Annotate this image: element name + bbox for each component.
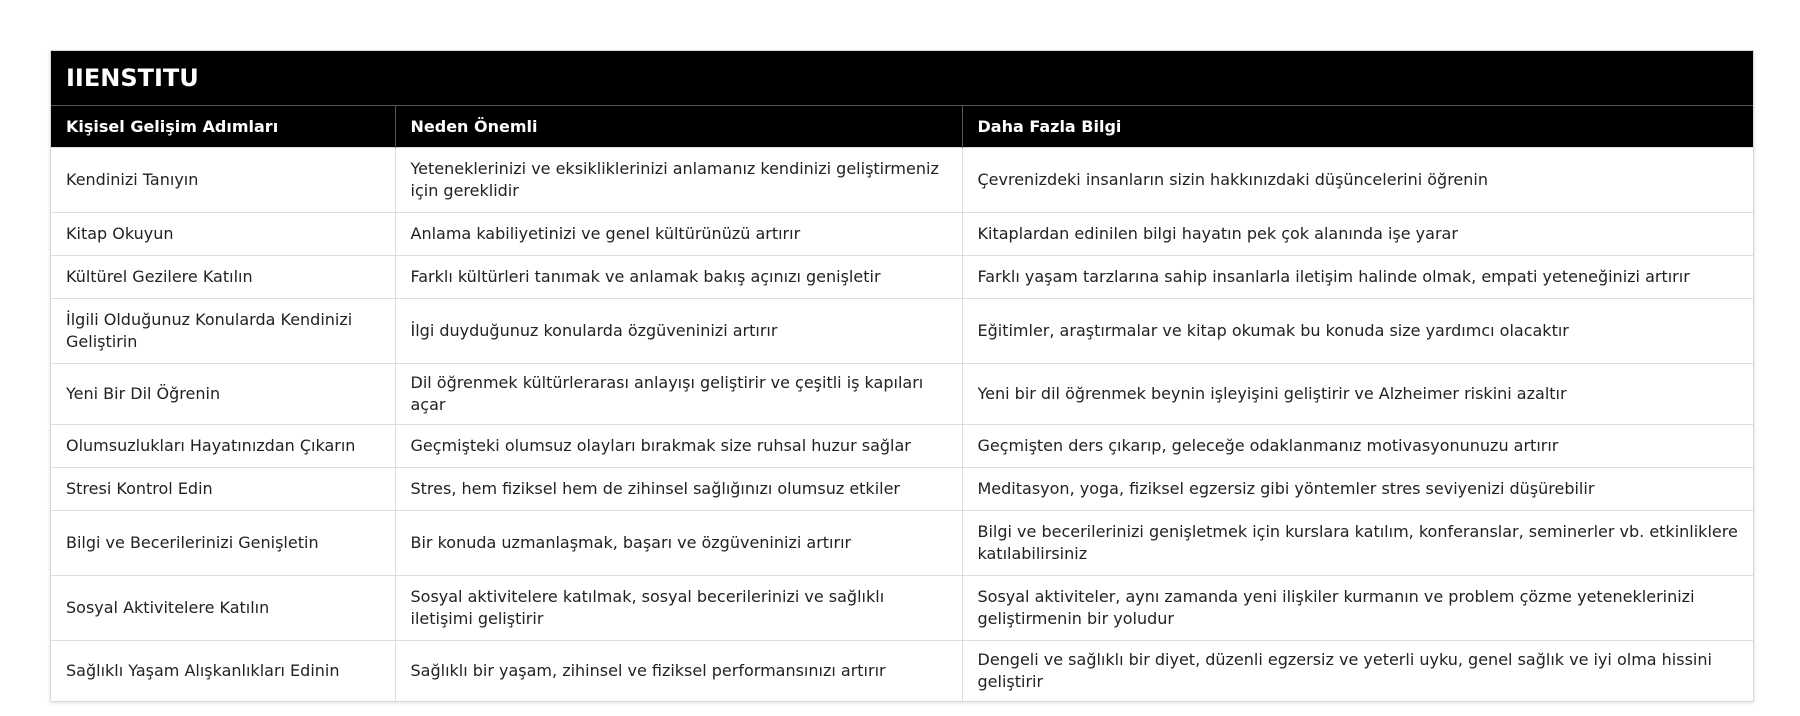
table-row: [51, 148, 1753, 213]
table-cell: Bilgi ve becerilerinizi genişletmek için kurslara katılım, konferanslar, seminerler vb. etkinliklere katılabilirsiniz: [962, 511, 1753, 576]
table-cell: Dil öğrenmek kültürlerarası anlayışı geliştirir ve çeşitli iş kapıları açar: [395, 364, 962, 425]
table-cell: Sağlıklı Yaşam Alışkanlıkları Edinin: [51, 641, 395, 702]
table-cell: Yeni bir dil öğrenmek beynin işleyişini geliştirir ve Alzheimer riskini azaltır: [962, 364, 1753, 425]
table-cell: Yeteneklerinizi ve eksikliklerinizi anlamanız kendinizi geliştirmeniz için gereklidir: [395, 148, 962, 213]
table-cell: Kültürel Gezilere Katılın: [51, 256, 395, 299]
data-table-card: [50, 50, 1754, 702]
table-cell: Sosyal aktivitelere katılmak, sosyal becerilerinizi ve sağlıklı iletişimi geliştirir: [395, 576, 962, 641]
table-row: [51, 256, 1753, 299]
table-cell: Sosyal aktiviteler, aynı zamanda yeni ilişkiler kurmanın ve problem çözme yeteneklerinizi geliştirmenin bir yoludur: [962, 576, 1753, 641]
table-cell: Kendinizi Tanıyın: [51, 148, 395, 213]
table-cell: Farklı kültürleri tanımak ve anlamak bakış açınızı genişletir: [395, 256, 962, 299]
table-cell: Geçmişteki olumsuz olayları bırakmak size ruhsal huzur sağlar: [395, 425, 962, 468]
column-header: Kişisel Gelişim Adımları: [51, 106, 395, 148]
table-cell: Dengeli ve sağlıklı bir diyet, düzenli egzersiz ve yeterli uyku, genel sağlık ve iyi olma hissini geliştirir: [962, 641, 1753, 702]
table-cell: Yeni Bir Dil Öğrenin: [51, 364, 395, 425]
table-cell: İlgili Olduğunuz Konularda Kendinizi Geliştirin: [51, 299, 395, 364]
table-cell: Bilgi ve Becerilerinizi Genişletin: [51, 511, 395, 576]
table-row: [51, 299, 1753, 364]
column-header: Daha Fazla Bilgi: [962, 106, 1753, 148]
table-cell: Anlama kabiliyetinizi ve genel kültürünüzü artırır: [395, 213, 962, 256]
table-row: [51, 641, 1753, 702]
table-row: [51, 576, 1753, 641]
data-table: [51, 105, 1753, 701]
table-row: [51, 511, 1753, 576]
table-cell: Geçmişten ders çıkarıp, geleceğe odaklanmanız motivasyonunuzu artırır: [962, 425, 1753, 468]
table-row: [51, 364, 1753, 425]
table-row: [51, 213, 1753, 256]
table-title: IIENSTITU: [51, 51, 1753, 105]
table-cell: Bir konuda uzmanlaşmak, başarı ve özgüveninizi artırır: [395, 511, 962, 576]
table-cell: Stres, hem fiziksel hem de zihinsel sağlığınızı olumsuz etkiler: [395, 468, 962, 511]
table-cell: Sağlıklı bir yaşam, zihinsel ve fiziksel performansınızı artırır: [395, 641, 962, 702]
table-cell: İlgi duyduğunuz konularda özgüveninizi artırır: [395, 299, 962, 364]
table-cell: Eğitimler, araştırmalar ve kitap okumak bu konuda size yardımcı olacaktır: [962, 299, 1753, 364]
table-cell: Meditasyon, yoga, fiziksel egzersiz gibi yöntemler stres seviyenizi düşürebilir: [962, 468, 1753, 511]
table-cell: Sosyal Aktivitelere Katılın: [51, 576, 395, 641]
column-header: Neden Önemli: [395, 106, 962, 148]
table-cell: Olumsuzlukları Hayatınızdan Çıkarın: [51, 425, 395, 468]
table-cell: Farklı yaşam tarzlarına sahip insanlarla iletişim halinde olmak, empati yeteneğinizi artırır: [962, 256, 1753, 299]
table-cell: Kitap Okuyun: [51, 213, 395, 256]
table-cell: Stresi Kontrol Edin: [51, 468, 395, 511]
table-row: [51, 468, 1753, 511]
table-header-row: [51, 106, 1753, 148]
table-cell: Kitaplardan edinilen bilgi hayatın pek çok alanında işe yarar: [962, 213, 1753, 256]
table-cell: Çevrenizdeki insanların sizin hakkınızdaki düşüncelerini öğrenin: [962, 148, 1753, 213]
table-row: [51, 425, 1753, 468]
